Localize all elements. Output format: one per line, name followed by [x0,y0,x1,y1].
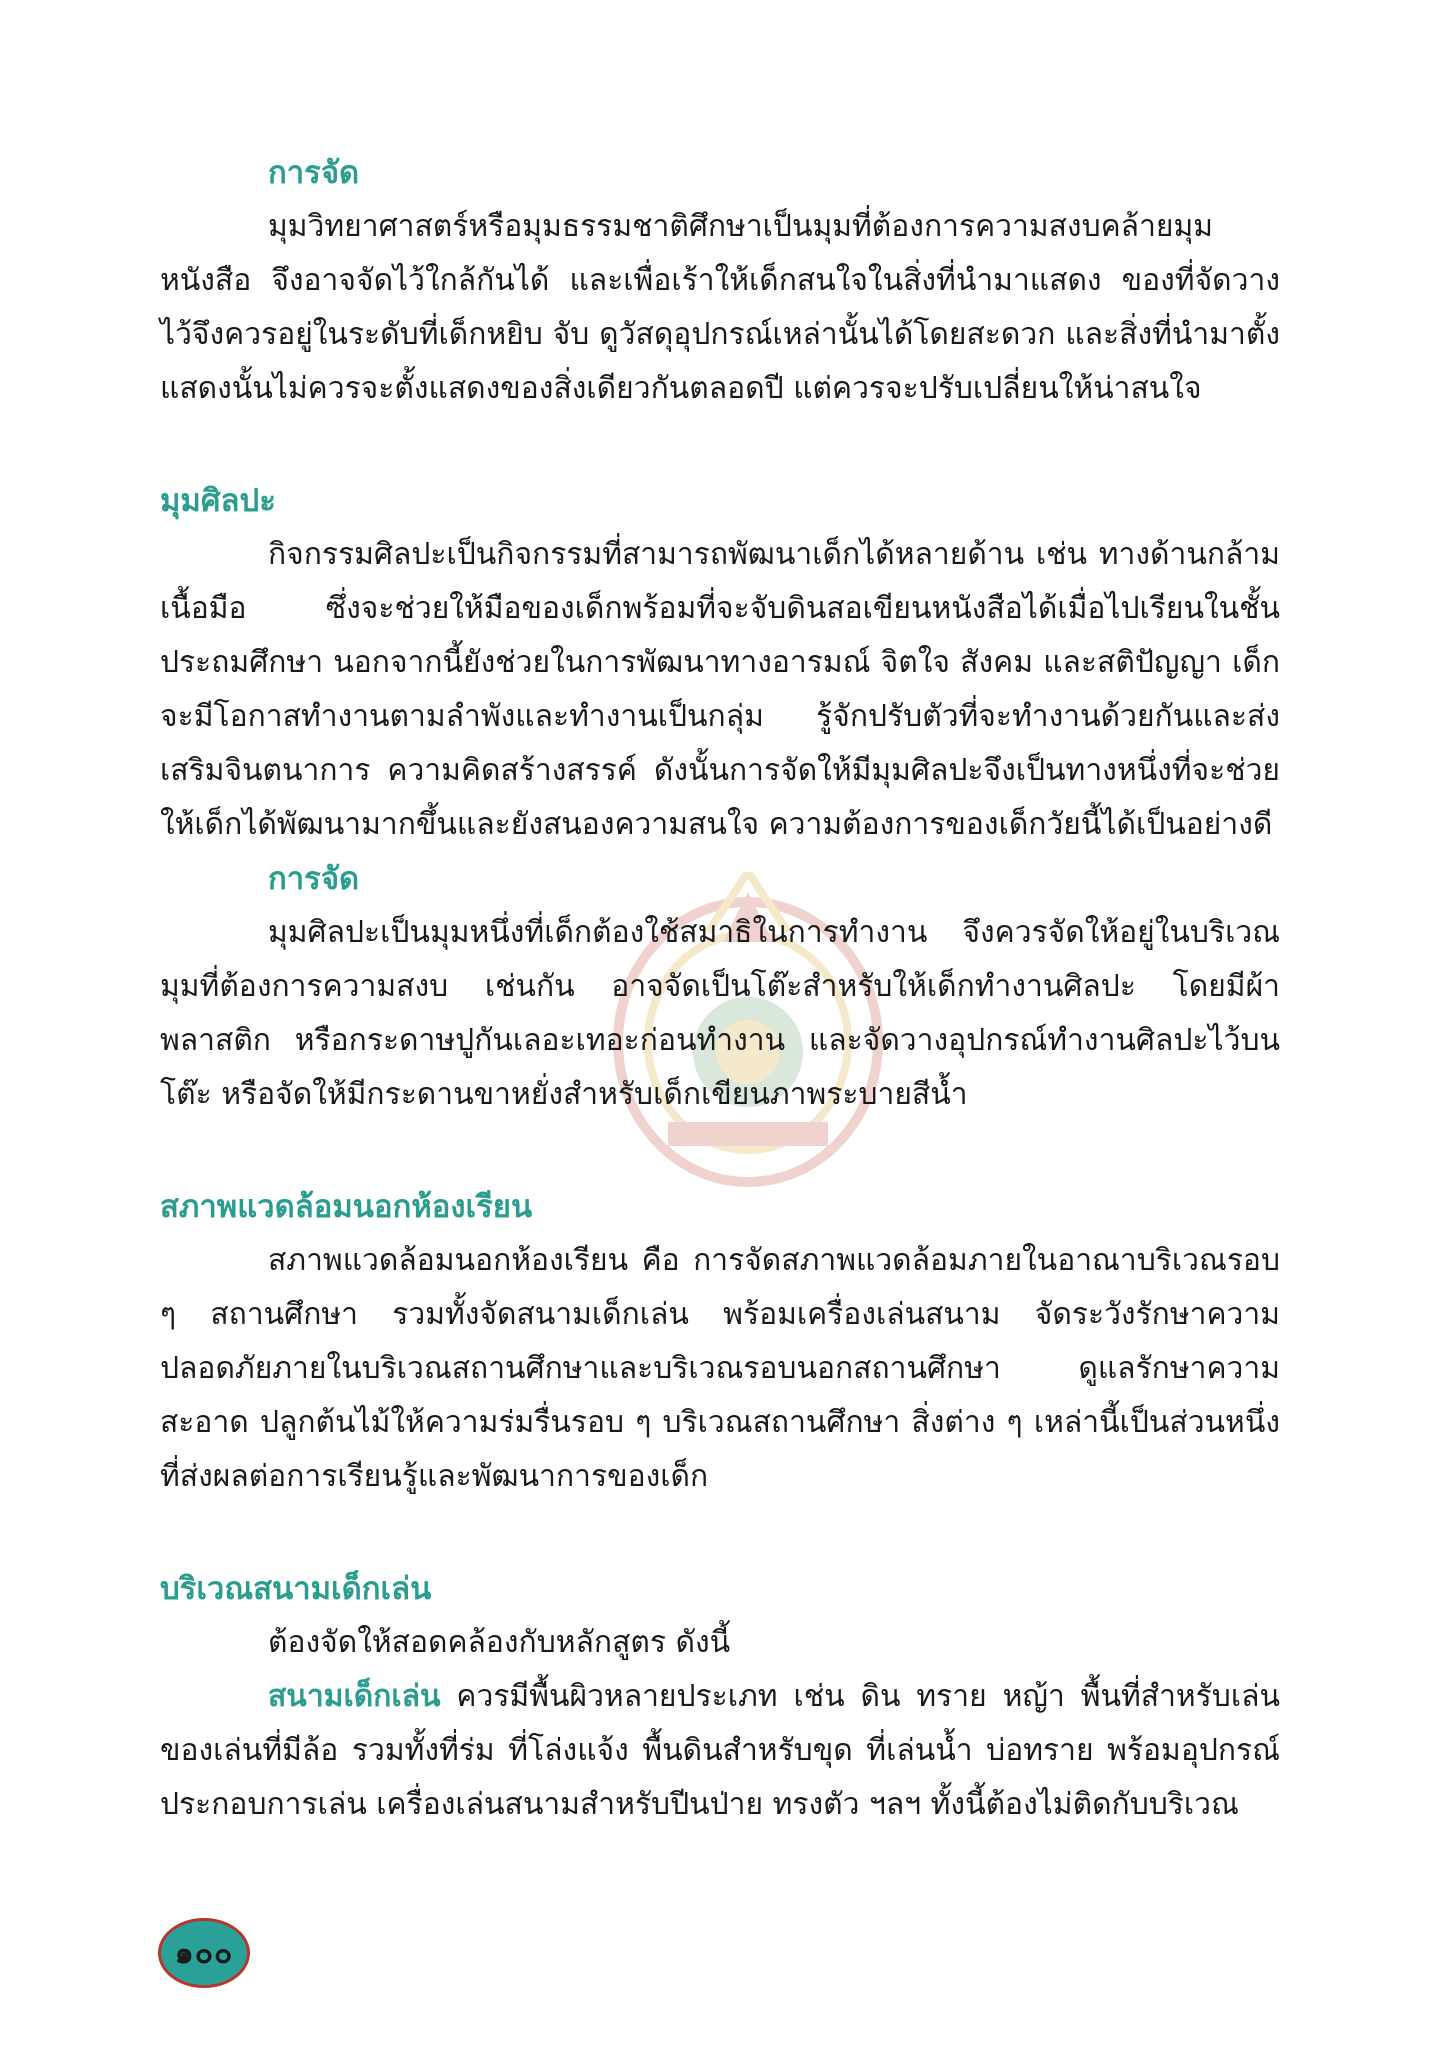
paragraph-playground-intro: ต้องจัดให้สอดคล้องกับหลักสูตร ดังนี้ [268,1625,731,1660]
heading-art-corner: มุมศิลปะ [160,483,276,519]
playground-body: ควรมีพื้นผิวหลายประเภท เช่น ดิน ทราย หญ้า พื้นที่สำหรับเล่นของเล่นที่มีล้อ รวมทั้งที่ร่ม ที่โล่งแจ้ง พื้นดินสำหรับขุด ที่เล่นน้ำ บ่อทราย พร้อมอุปกรณ์ประกอบการเล่น เครื่องเล่นสนามสำหรับปีนป่าย ทรงตัว ฯลฯ ทั้งนี้ต้องไม่ติดกับบริเวณ [160,1679,1280,1822]
heading-outdoor-environment: สภาพแวดล้อมนอกห้องเรียน [160,1189,533,1225]
heading-arrangement-art: การจัด [268,861,360,897]
body-text [160,146,1280,1832]
paragraph-art-arrangement: มุมศิลปะเป็นมุมหนึ่งที่เด็กต้องใช้สมาธิในการทำงาน จึงควรจัดให้อยู่ในบริเวณมุมที่ต้องการความสงบ เช่นกัน อาจจัดเป็นโต๊ะสำหรับให้เด็กทำงานศิลปะ โดยมีผ้าพลาสติก หรือกระดาษปูกันเลอะเทอะก่อนทำงาน และจัดวางอุปกรณ์ทำงานศิลปะไว้บนโต๊ะ หรือจัดให้มีกระดานขาหยั่งสำหรับเด็กเขียนภาพระบายสีน้ำ [160,915,1280,1112]
paragraph-playground [160,1670,1280,1832]
paragraph-outdoor-environment: สภาพแวดล้อมนอกห้องเรียน คือ การจัดสภาพแวดล้อมภายในอาณาบริเวณรอบ ๆ สถานศึกษา รวมทั้งจัดสนามเด็กเล่น พร้อมเครื่องเล่นสนาม จัดระวังรักษาความปลอดภัยภายในบริเวณสถานศึกษาและบริเวณรอบนอกสถานศึกษา ดูแลรักษาความสะอาด ปลูกต้นไม้ให้ความร่มรื่นรอบ ๆ บริเวณสถานศึกษา สิ่งต่าง ๆ เหล่านี้เป็นส่วนหนึ่งที่ส่งผลต่อการเรียนรู้และพัฒนาการของเด็ก [160,1243,1280,1494]
playground-term: สนามเด็กเล่น [268,1679,441,1714]
paragraph-science-arrangement: มุมวิทยาศาสตร์หรือมุมธรรมชาติศึกษาเป็นมุมที่ต้องการความสงบคล้ายมุมหนังสือ จึงอาจจัดไว้ใกล้กันได้ และเพื่อเร้าให้เด็กสนใจในสิ่งที่นำมาแสดง ของที่จัดวางไว้จึงควรอยู่ในระดับที่เด็กหยิบ จับ ดูวัสดุอุปกรณ์เหล่านั้นได้โดยสะดวก และสิ่งที่นำมาตั้งแสดงนั้นไม่ควรจะตั้งแสดงของสิ่งเดียวกันตลอดปี แต่ควรจะปรับเปลี่ยนให้น่าสนใจ [160,209,1280,406]
heading-playground: บริเวณสนามเด็กเล่น [160,1571,432,1607]
heading-arrangement-science: การจัด [268,155,360,191]
paragraph-art-corner: กิจกรรมศิลปะเป็นกิจกรรมที่สามารถพัฒนาเด็กได้หลายด้าน เช่น ทางด้านกล้ามเนื้อมือ ซึ่งจะช่วยให้มือของเด็กพร้อมที่จะจับดินสอเขียนหนังสือได้เมื่อไปเรียนในชั้นประถมศึกษา นอกจากนี้ยังช่วยในการพัฒนาทางอารมณ์ จิตใจ สังคม และสติปัญญา เด็กจะมีโอกาสทำงานตามลำพังและทำงานเป็นกลุ่ม รู้จักปรับตัวที่จะทำงานด้วยกันและส่งเสริมจินตนาการ ความคิดสร้างสรรค์ ดังนั้นการจัดให้มีมุมศิลปะจึงเป็นทางหนึ่งที่จะช่วยให้เด็กได้พัฒนามากขึ้นและยังสนองความสนใจ ความต้องการของเด็กวัยนี้ได้เป็นอย่างดี [160,537,1280,842]
page-number-badge: ๑๐๐ [158,1918,250,1988]
